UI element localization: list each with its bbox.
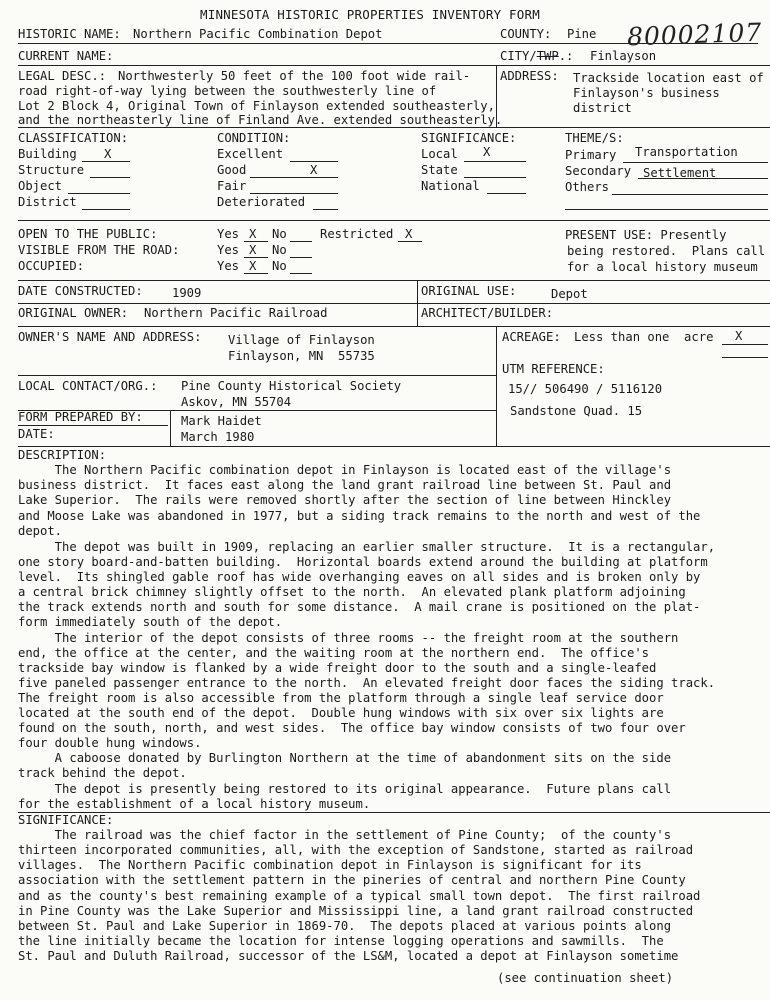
- classification-item: Building: [18, 147, 77, 161]
- significance-label: SIGNIFICANCE:: [18, 813, 114, 827]
- good-mark: X: [310, 163, 318, 177]
- classification-item: Object: [18, 179, 63, 193]
- occupied-no: No: [272, 259, 287, 273]
- date-constructed-label: DATE CONSTRUCTED:: [18, 284, 143, 298]
- description-line: a central brick chimney slightly offset to the north. An elevated plank platform adjoining: [18, 585, 686, 599]
- current-name-label: CURRENT NAME:: [18, 49, 114, 63]
- condition-item: Excellent: [217, 147, 284, 161]
- address-line: Trackside location east of: [573, 71, 764, 85]
- owner-line: Village of Finlayson: [228, 333, 375, 347]
- legal-desc-line: Lot 2 Block 4, Original Town of Finlayson extended southeasterly,: [18, 99, 495, 113]
- condition-label: CONDITION:: [217, 131, 291, 145]
- open-yes: Yes: [217, 227, 240, 241]
- description-line: the track extends north and south for some distance. A mail crane is positioned on the plat-: [18, 600, 701, 614]
- restricted-mark: X: [405, 227, 413, 241]
- owner-label: OWNER'S NAME AND ADDRESS:: [18, 330, 202, 344]
- others-theme-label: Others: [565, 180, 610, 194]
- form-prepared-label: FORM PREPARED BY:: [18, 410, 143, 424]
- city-label: CITY/TWP.:: [500, 49, 574, 63]
- description-line: level. Its shingled gable roof has wide overhanging eaves on all sides and is broken only by: [18, 570, 701, 584]
- description-line: business district. It faces east along the land grant railroad line between St. Paul and: [18, 478, 672, 492]
- significance-item: State: [421, 163, 458, 177]
- classification-item: District: [18, 195, 77, 209]
- description-line: end, the office at the center, and the waiting room at the northern end. The office's: [18, 646, 650, 660]
- description-line: four double hung windows.: [18, 736, 202, 750]
- visible-no: No: [272, 243, 287, 257]
- description-line: depot.: [18, 524, 63, 538]
- open-yes-mark: X: [249, 227, 257, 241]
- secondary-theme-value: Settlement: [643, 166, 717, 180]
- description-line: The Northern Pacific combination depot in Finlayson is located east of the village's: [18, 463, 672, 477]
- contact-line: Askov, MN 55704: [181, 395, 292, 409]
- occupied-yes: Yes: [217, 259, 240, 273]
- classification-label: CLASSIFICATION:: [18, 131, 129, 145]
- description-line: A caboose donated by Burlington Northern at the time of abandonment sits on the side: [18, 751, 672, 765]
- original-use-value: Depot: [551, 287, 588, 301]
- present-use-label: PRESENT USE: Presently: [565, 228, 727, 242]
- description-line: found on the south, north, and west sides. The office bay window consists of two four over: [18, 721, 686, 735]
- significance-line: thirteen incorporated communities, all, with the exception of Sandstone, started as railroad: [18, 843, 694, 857]
- description-label: DESCRIPTION:: [18, 448, 107, 462]
- open-no: No: [272, 227, 287, 241]
- description-line: five paneled passenger entrance to the north. An elevated freight door faces the siding track.: [18, 676, 716, 690]
- city-value: Finlayson: [590, 49, 657, 63]
- date-constructed-value: 1909: [172, 286, 202, 300]
- original-owner-label: ORIGINAL OWNER:: [18, 306, 129, 320]
- acreage-value: Less than one acre: [574, 330, 714, 344]
- historic-name-value: Northern Pacific Combination Depot: [133, 27, 383, 41]
- continuation-note: (see continuation sheet): [497, 971, 674, 985]
- legal-desc-label: LEGAL DESC.:: [18, 69, 107, 83]
- present-use-line: being restored. Plans call: [567, 244, 766, 258]
- twp-struck: TWP: [536, 49, 559, 63]
- utm-value: 15// 506490 / 5116120: [508, 382, 663, 396]
- significance-line: association with the settlement pattern in the pineries of central and northern Pine County: [18, 873, 686, 887]
- original-owner-value: Northern Pacific Railroad: [144, 306, 328, 320]
- secondary-theme-label: Secondary: [565, 164, 632, 178]
- description-line: The interior of the depot consists of three rooms -- the freight room at the southern: [18, 631, 679, 645]
- historic-name-label: HISTORIC NAME:: [18, 27, 121, 41]
- quad-value: Sandstone Quad. 15: [510, 404, 643, 418]
- primary-theme-value: Transportation: [635, 145, 738, 159]
- description-line: form immediately south of the depot.: [18, 615, 283, 629]
- building-mark: X: [104, 147, 112, 161]
- significance-line: and as the county's best remaining example of a typical small town depot. The first railroad: [18, 889, 701, 903]
- address-label: ADDRESS:: [500, 69, 559, 83]
- date-value: March 1980: [181, 430, 255, 444]
- utm-label: UTM REFERENCE:: [502, 362, 605, 376]
- condition-item: Good: [217, 163, 247, 177]
- legal-desc-line: road right-of-way lying between the southwesterly line of: [18, 84, 437, 98]
- occupied-yes-mark: X: [249, 259, 257, 273]
- legal-desc-line: and the northeasterly line of Finland Ave. extended southeasterly.: [18, 113, 503, 127]
- county-label: COUNTY:: [500, 27, 552, 41]
- significance-line: The railroad was the chief factor in the settlement of Pine County; of the county's: [18, 828, 672, 842]
- visible-yes: Yes: [217, 243, 240, 257]
- contact-line: Pine County Historical Society: [181, 379, 402, 393]
- description-line: Lake Superior. The rails were removed shortly after the section of line between Hinckley: [18, 493, 672, 507]
- local-mark: X: [483, 145, 491, 159]
- description-line: for the establishment of a local history museum.: [18, 797, 371, 811]
- description-line: and Moose Lake was abandoned in 1977, but a siding track remains to the north and west of the: [18, 509, 701, 523]
- original-use-label: ORIGINAL USE:: [421, 284, 517, 298]
- form-title: MINNESOTA HISTORIC PROPERTIES INVENTORY FORM: [200, 7, 540, 22]
- visible-from-road-label: VISIBLE FROM THE ROAD:: [18, 243, 180, 257]
- condition-item: Fair: [217, 179, 247, 193]
- county-value: Pine: [567, 27, 597, 41]
- description-line: The depot is presently being restored to its original appearance. Future plans call: [18, 782, 672, 796]
- architect-label: ARCHITECT/BUILDER:: [421, 306, 554, 320]
- visible-yes-mark: X: [249, 243, 257, 257]
- restricted-label: Restricted: [320, 227, 394, 241]
- significance-box-label: SIGNIFICANCE:: [421, 131, 517, 145]
- significance-line: in Pine County was the Lake Superior and Mississippi line, a land grant railroad constructed: [18, 904, 694, 918]
- legal-desc-line: Northwesterly 50 feet of the 100 foot wide rail-: [118, 69, 471, 83]
- acreage-label: ACREAGE:: [502, 330, 561, 344]
- significance-line: the line initially became the location for intense logging operations and sawmills. The: [18, 934, 664, 948]
- occupied-label: OCCUPIED:: [18, 259, 85, 273]
- address-line: district: [573, 101, 632, 115]
- condition-item: Deteriorated: [217, 195, 306, 209]
- local-contact-label: LOCAL CONTACT/ORG.:: [18, 379, 158, 393]
- acreage-mark: X: [735, 329, 743, 343]
- present-use-line: for a local history museum: [567, 260, 758, 274]
- significance-line: St. Paul and Duluth Railroad, successor of the LS&M, located a depot at Finlayson sometime: [18, 949, 679, 963]
- description-line: The depot was built in 1909, replacing an earlier smaller structure. It is a rectangular,: [18, 540, 716, 554]
- form-prepared-value: Mark Haidet: [181, 414, 262, 428]
- description-line: located at the south end of the depot. Double hung windows with six over six lights are: [18, 706, 664, 720]
- description-line: trackside bay window is flanked by a wide freight door to the south and a single-leafed: [18, 661, 657, 675]
- significance-item: National: [421, 179, 480, 193]
- description-line: The freight room is also accessible from the platform through a single leaf service door: [18, 691, 664, 705]
- date-label: DATE:: [18, 427, 55, 441]
- primary-theme-label: Primary: [565, 148, 617, 162]
- owner-line: Finlayson, MN 55735: [228, 349, 375, 363]
- open-to-public-label: OPEN TO THE PUBLIC:: [18, 227, 158, 241]
- significance-item: Local: [421, 147, 458, 161]
- description-line: track behind the depot.: [18, 766, 187, 780]
- significance-line: between St. Paul and Lake Superior in 1869-70. The depots placed at various points along: [18, 919, 672, 933]
- classification-item: Structure: [18, 163, 85, 177]
- significance-line: villages. The Northern Pacific combination depot in Finlayson is significant for its: [18, 858, 642, 872]
- themes-label: THEME/S:: [565, 131, 624, 145]
- description-line: one story board-and-batten building. Horizontal boards extend around the building at platform: [18, 555, 708, 569]
- handwritten-number: 80002107: [626, 17, 763, 52]
- address-line: Finlayson's business: [573, 86, 720, 100]
